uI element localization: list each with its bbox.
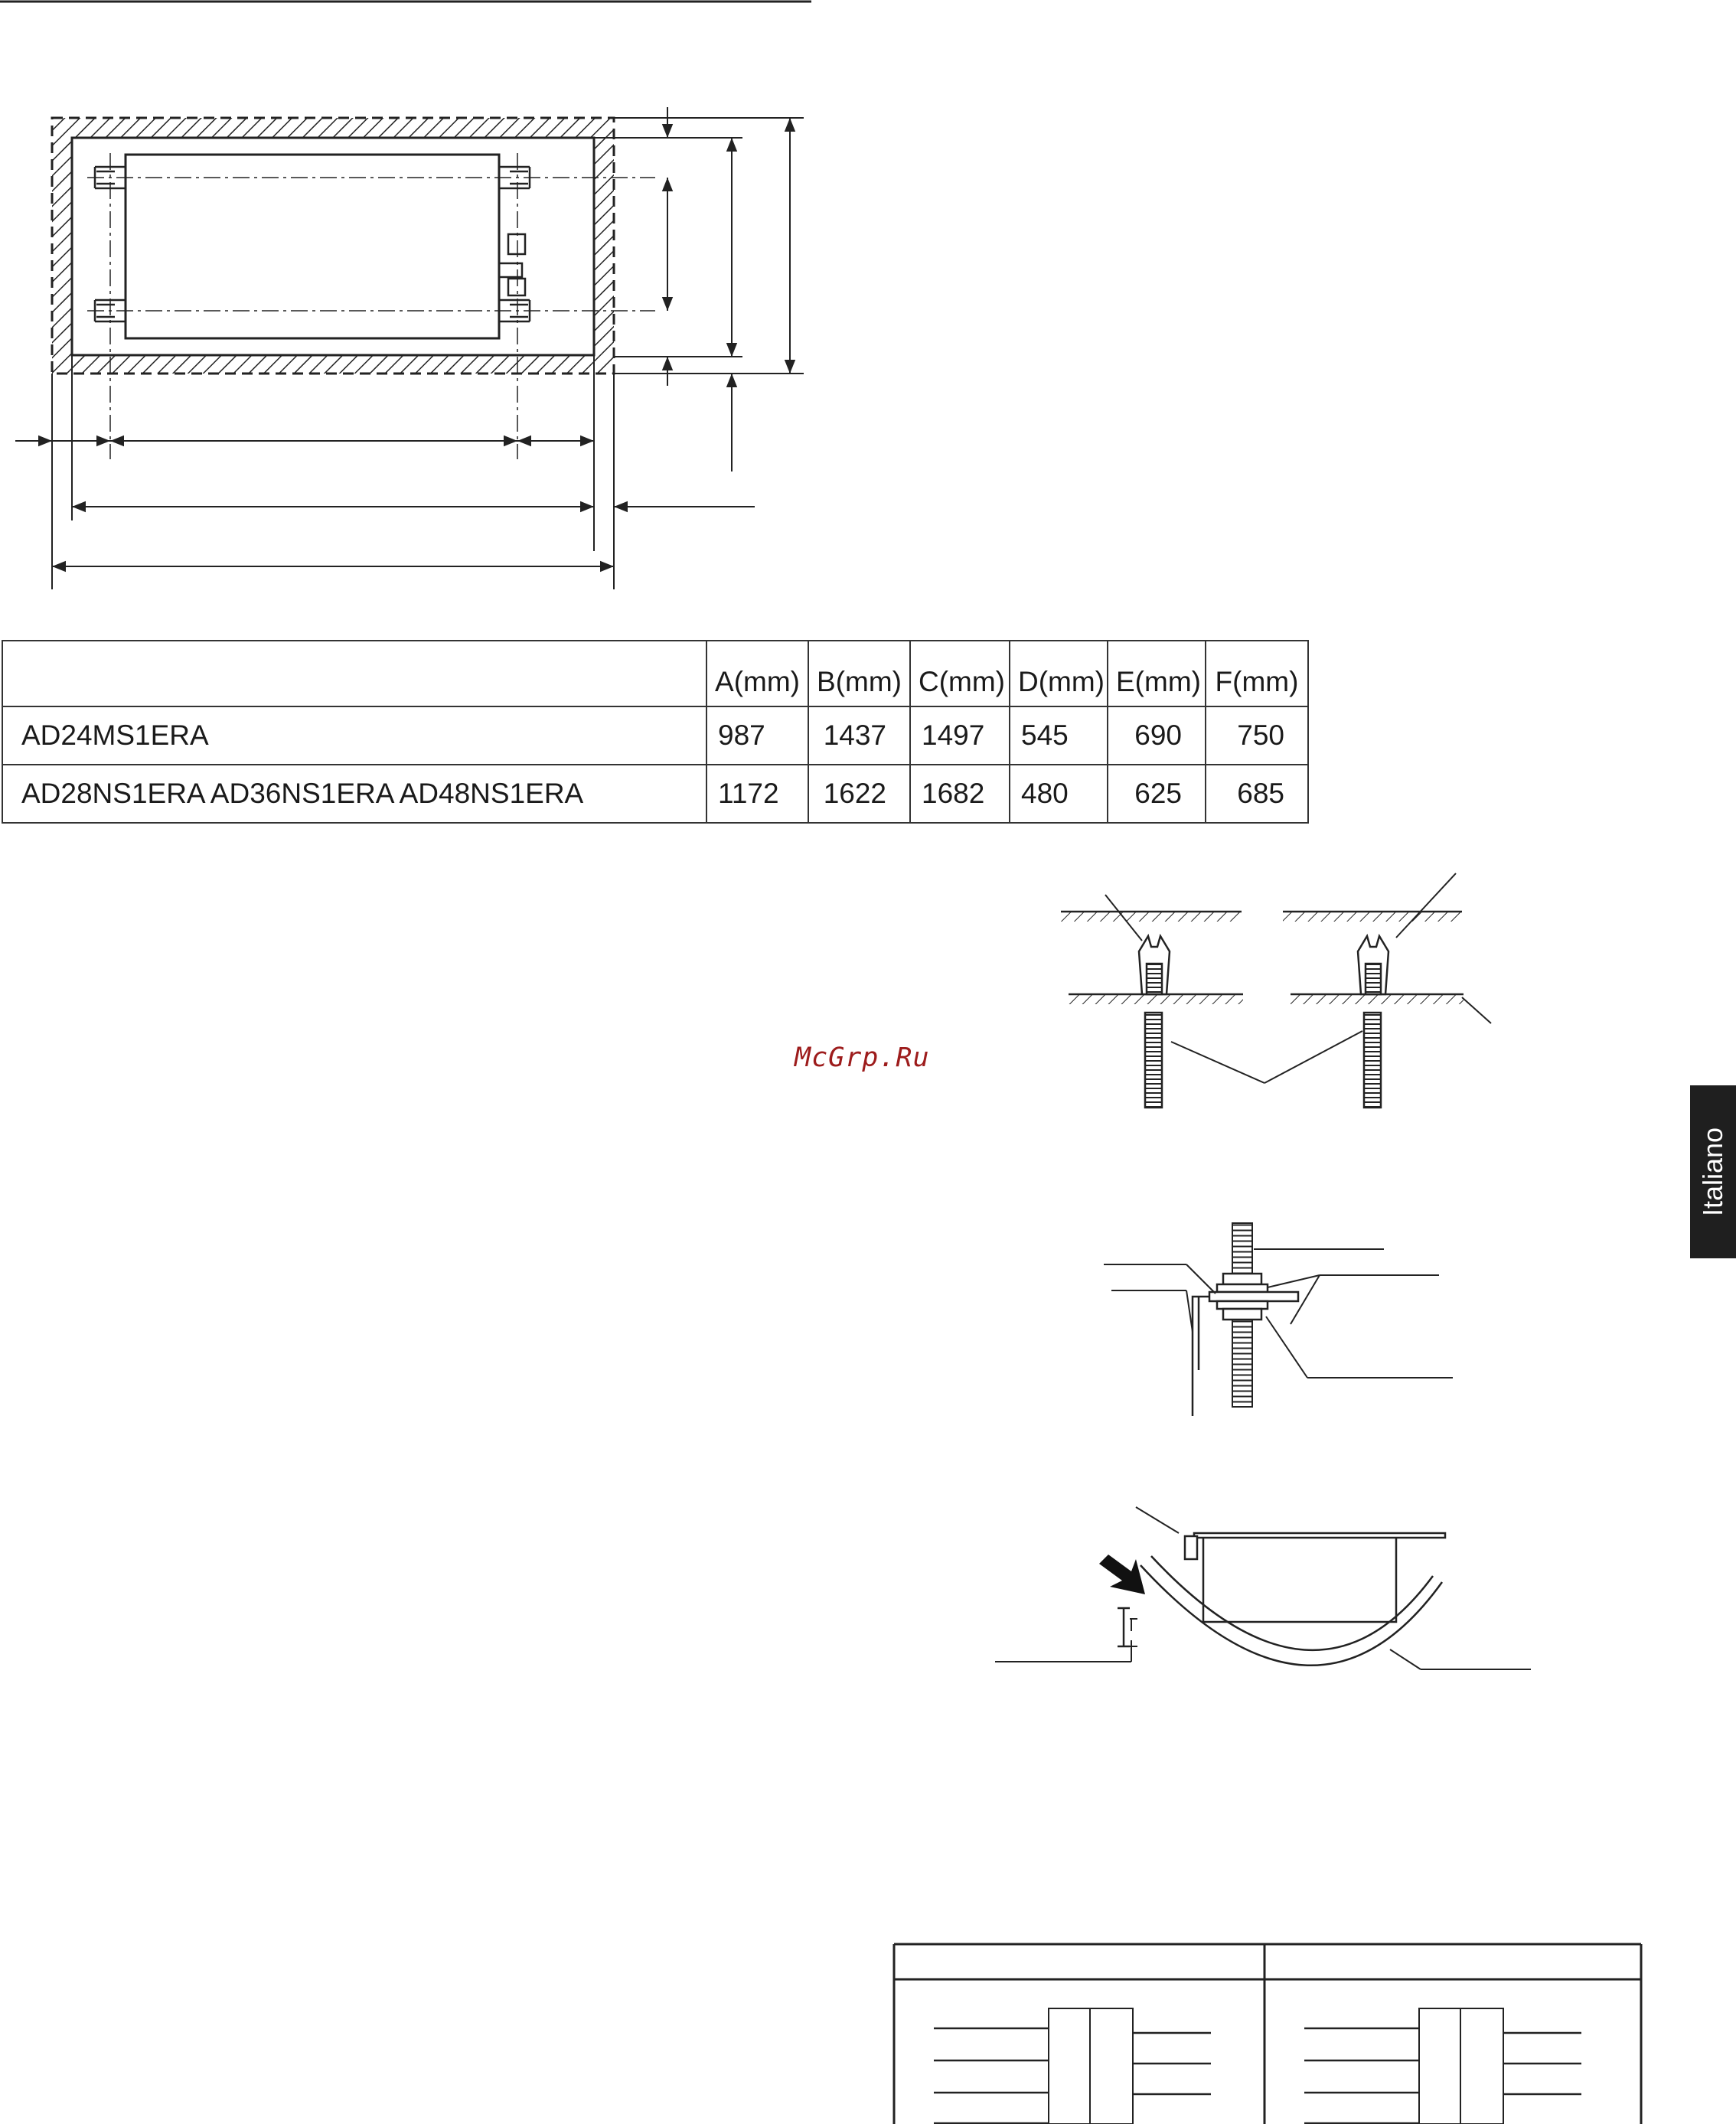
table-header-cell: F(mm) <box>1206 641 1308 706</box>
table-header-cell: B(mm) <box>808 641 910 706</box>
table-cell: 1437 <box>808 706 910 765</box>
hanging-rod-diagram <box>1093 1217 1453 1439</box>
connection-table-diagram-right <box>892 1943 1643 2124</box>
table-cell: 690 <box>1108 706 1206 765</box>
language-tab <box>1690 1085 1736 1258</box>
table-cell: 1497 <box>910 706 1010 765</box>
table-cell: 1682 <box>910 765 1010 823</box>
table-header-cell: A(mm) <box>706 641 808 706</box>
table-header-cell: D(mm) <box>1010 641 1108 706</box>
table-cell: 1622 <box>808 765 910 823</box>
watermark: McGrp.Ru <box>795 1042 930 1073</box>
table-cell: 545 <box>1010 706 1108 765</box>
table-header-row <box>2 641 1308 706</box>
table-cell: 987 <box>706 706 808 765</box>
level-check-diagram <box>995 1504 1531 1680</box>
anchor-bolt-diagram <box>1056 861 1516 1121</box>
table-header-cell: E(mm) <box>1108 641 1206 706</box>
table-cell: 1172 <box>706 765 808 823</box>
table-cell: 685 <box>1206 765 1308 823</box>
table-header-cell: C(mm) <box>910 641 1010 706</box>
language-tab-label: Italiano <box>1697 1127 1728 1217</box>
table-row <box>2 706 1308 765</box>
table-cell-model: AD28NS1ERA AD36NS1ERA AD48NS1ERA <box>2 765 706 823</box>
table-cell: 750 <box>1206 706 1308 765</box>
unit-clearance-diagram <box>0 0 811 597</box>
table-cell: 625 <box>1108 765 1206 823</box>
table-cell-model: AD24MS1ERA <box>2 706 706 765</box>
table-cell: 480 <box>1010 765 1108 823</box>
table-header-cell <box>2 641 706 706</box>
dimension-table <box>2 640 1309 824</box>
table-row <box>2 765 1308 823</box>
